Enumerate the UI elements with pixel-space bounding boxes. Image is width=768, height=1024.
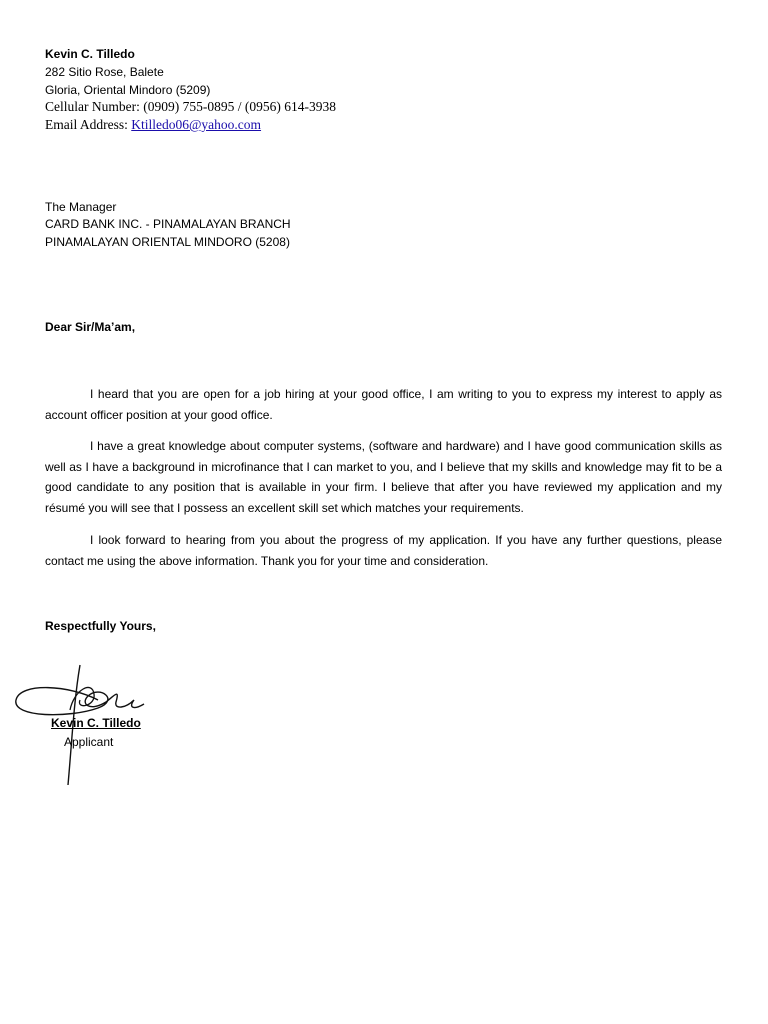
sender-name: Kevin C. Tilledo (45, 47, 135, 61)
closing: Respectfully Yours, (45, 619, 156, 633)
body-paragraph-2-text: I have a great knowledge about computer systems, (software and hardware) and I have good communication skills as well as I have a background in microfinance that I can market to you, and I believe that my skills and knowledge may fit to be a good candidate to any position that is available in your firm. I believe that after you have reviewed my application and my résumé you will see that I possess an excellent skill set which matches your requirements. (45, 439, 722, 515)
recipient-company: CARD BANK INC. - PINAMALAYAN BRANCH (45, 217, 291, 231)
recipient-address: PINAMALAYAN ORIENTAL MINDORO (5208) (45, 235, 290, 249)
sender-address-line-1: 282 Sitio Rose, Balete (45, 65, 164, 79)
signature-name: Kevin C. Tilledo (51, 716, 141, 730)
recipient-title: The Manager (45, 200, 117, 214)
body-paragraph-1-text: I heard that you are open for a job hiring at your good office, I am writing to you to express my interest to apply as account officer position at your good office. (45, 387, 722, 422)
signature-title: Applicant (64, 735, 114, 749)
body-paragraph-2 (45, 436, 722, 518)
email-label: Email Address: (45, 117, 132, 132)
salutation: Dear Sir/Ma’am, (45, 320, 136, 334)
email-link[interactable]: Ktilledo06@yahoo.com (131, 117, 262, 132)
sender-email-line (45, 116, 261, 134)
sender-address-line-2: Gloria, Oriental Mindoro (5209) (45, 83, 211, 97)
body-paragraph-3 (45, 530, 722, 571)
body-paragraph-3-text: I look forward to hearing from you about the progress of my application. If you have any further questions, please contact me using the above information. Thank you for your time and consideration. (45, 533, 722, 568)
sender-cellular: Cellular Number: (0909) 755-0895 / (0956) 614-3938 (45, 99, 336, 114)
body-paragraph-1 (45, 384, 722, 425)
